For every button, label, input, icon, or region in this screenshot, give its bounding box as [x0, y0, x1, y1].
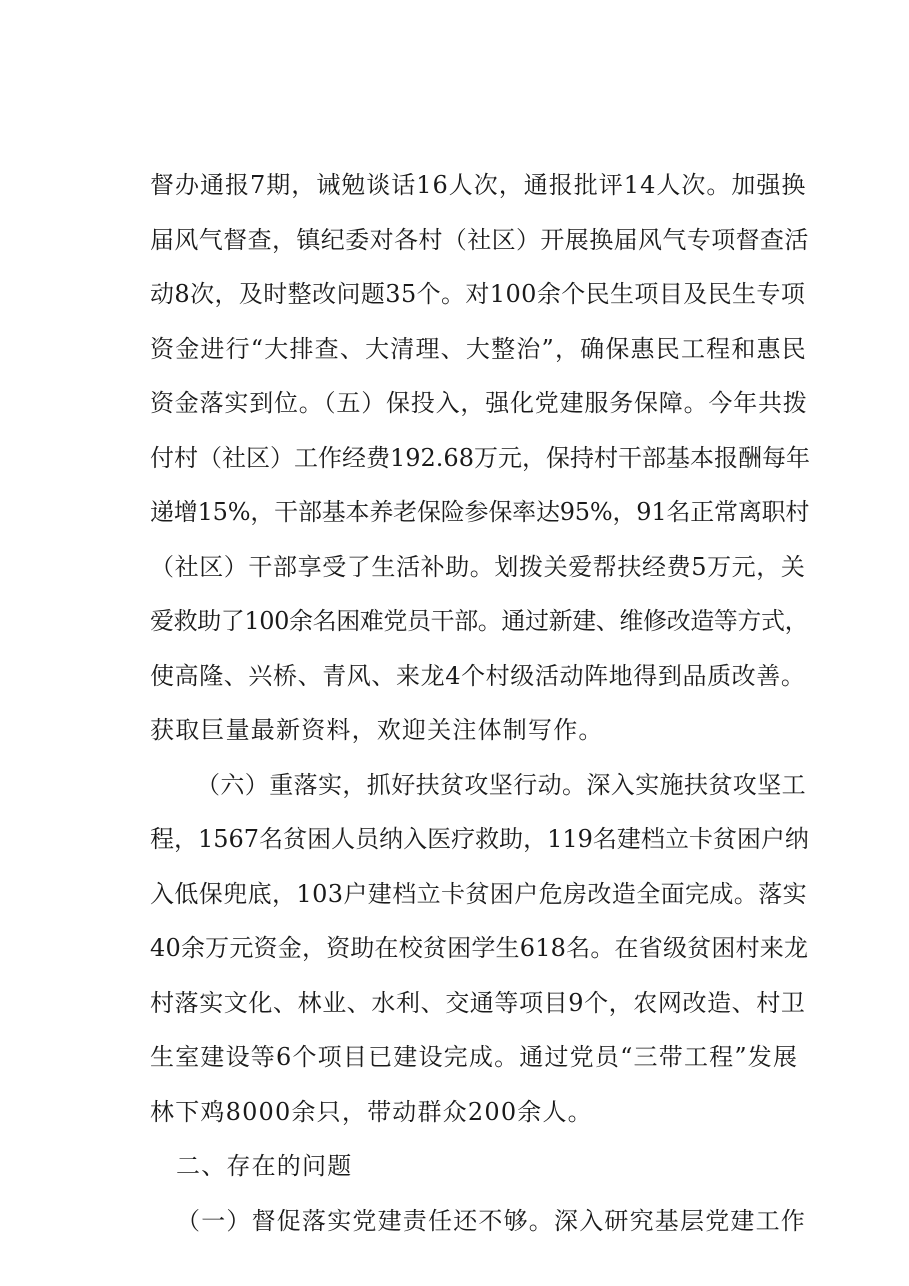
text-line: （社区）干部享受了生活补助。划拨关爱帮扶经费5万元，关	[150, 553, 806, 581]
text-line: 获取巨量最新资料，欢迎关注体制写作。	[150, 716, 604, 744]
text-line: 递增15%，干部基本养老保险参保率达95%，91名正常离职村	[150, 498, 810, 526]
text-line: 林下鸡8000余只，带动群众200余人。	[150, 1098, 593, 1126]
subsection-line: （一）督促落实党建责任还不够。深入研究基层党建工作	[176, 1207, 806, 1235]
text-line: 资金进行“大排查、大清理、大整治”，确保惠民工程和惠民	[150, 335, 807, 363]
text-line: 村落实文化、林业、水利、交通等项目9个，农网改造、村卫	[150, 989, 806, 1017]
text-line: 入低保兜底，103户建档立卡贫困户危房改造全面完成。落实	[150, 880, 808, 908]
text-line: 生室建设等6个项目已建设完成。通过党员“三带工程”发展	[150, 1043, 799, 1071]
paragraph-start-line: （六）重落实，抓好扶贫攻坚行动。深入实施扶贫攻坚工	[196, 771, 806, 799]
section-heading: 二、存在的问题	[176, 1152, 353, 1180]
text-line: 督办通报7期，诫勉谈话16人次，通报批评14人次。加强换	[150, 171, 807, 199]
text-line: 使高隆、兴桥、青风、来龙4个村级活动阵地得到品质改善。	[150, 662, 806, 690]
text-line: 届风气督查，镇纪委对各村（社区）开展换届风气专项督查活	[150, 226, 809, 254]
text-line: 40余万元资金，资助在校贫困学生618名。在省级贫困村来龙	[150, 934, 809, 962]
text-line: 付村（社区）工作经费192.68万元，保持村干部基本报酬每年	[150, 444, 810, 472]
text-line: 资金落实到位。（五）保投入，强化党建服务保障。今年共拨	[150, 389, 808, 417]
text-line: 动8次，及时整改问题35个。对100余个民生项目及民生专项	[150, 280, 806, 308]
text-line: 程，1567名贫困人员纳入医疗救助，119名建档立卡贫困户纳	[150, 825, 809, 853]
text-line: 爱救助了100余名困难党员干部。通过新建、维修改造等方式，	[150, 607, 809, 635]
